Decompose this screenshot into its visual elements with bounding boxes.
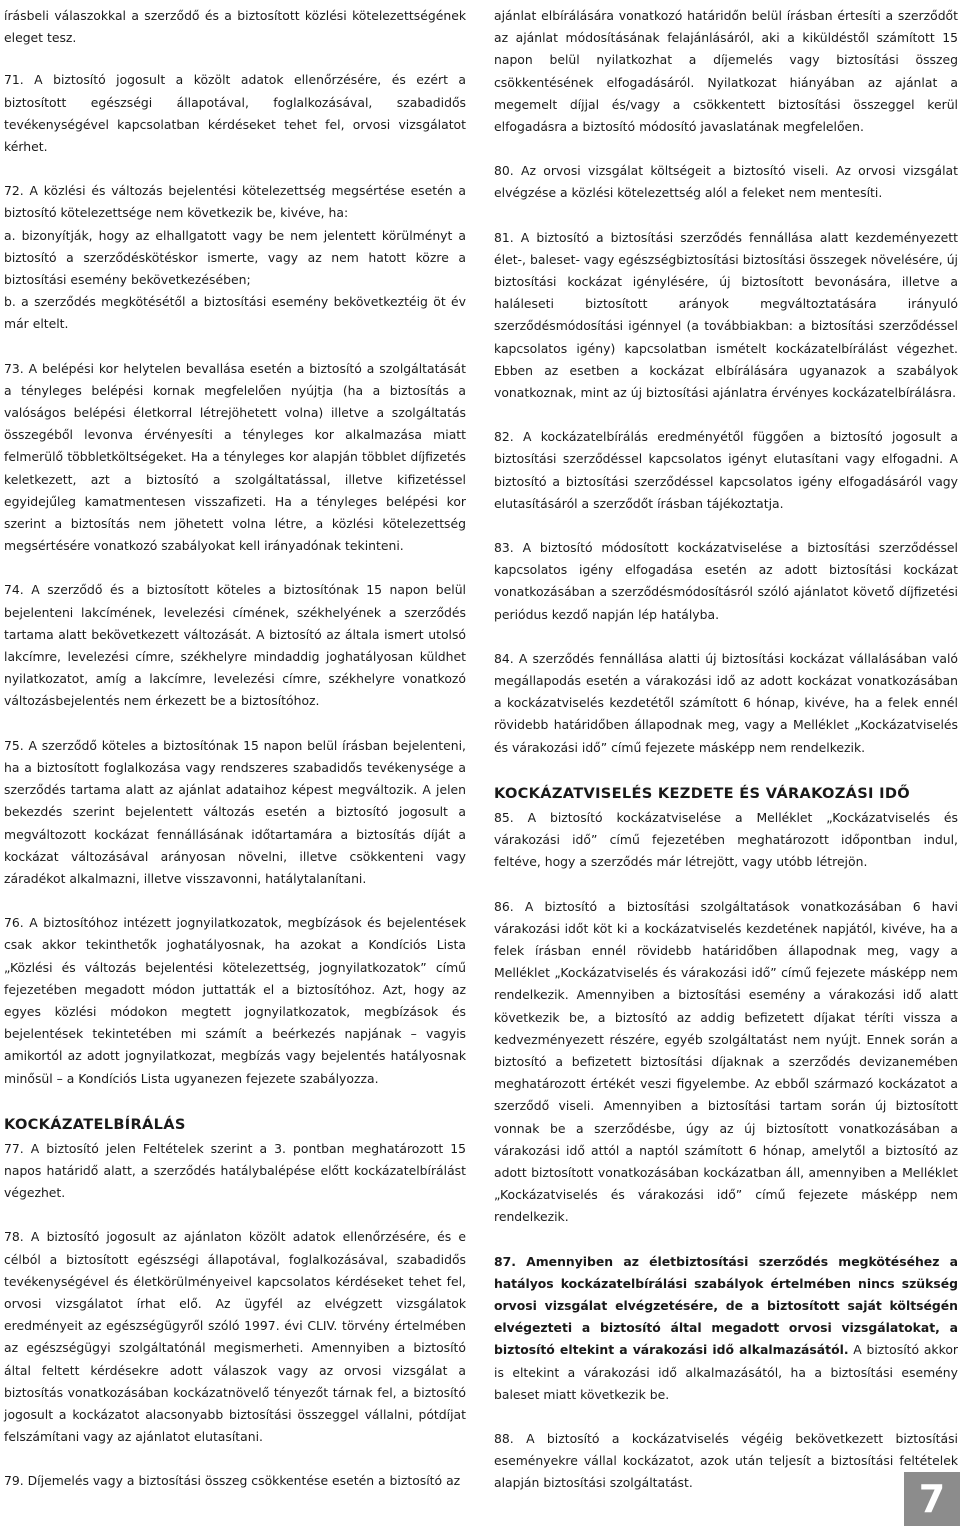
paragraph-71: 71. A biztosító jogosult a közölt adatok ellenőrzésére, és ezért a biztosított egészségi állapotával, foglalkozásával, szabadidős tevékenységével kapcsolatban kérdéseket tehet fel, orvosi vizsgálatot kérhet.	[4, 72, 466, 155]
page-number: 7	[918, 1477, 946, 1521]
paragraph-88: 88. A biztosító a kockázatviselés végéig bekövetkezett biztosítási eseményekre vállal kockázatot, azok után teljesít a biztosítási feltételek alapján biztosítási szolgáltatást.	[494, 1430, 958, 1491]
paragraph-87-rest: A biztosító akkor is eltekint a várakozási idő alkalmazásától, ha a biztosítási esemény baleset miatt következik be.	[494, 1342, 958, 1402]
paragraph-79: 79. Díjemelés vagy a biztosítási összeg csökkentése esetén a biztosító az	[4, 1473, 461, 1489]
paragraph-75: 75. A szerződő köteles a biztosítónak 15 napon belül írásban bejelenteni, ha a biztosított foglalkozása vagy rendszeres szabadidős tevékenysége a szerződés tartama alatt az ajánlat adataihoz képest megváltozik. A jelen bekezdés szerint bejelentett változás esetén a biztosító jogosult a megváltozott kockázat fennállásának időtartamára a biztosítás díját a kockázat változásával arányosan növelni, illetve csökkenteni vagy záradékot alkalmazni, illetve visszavonni, hatálytalanítani.	[4, 737, 466, 886]
section-heading-kockazatelbiralas: KOCKÁZATELBÍRÁLÁS	[4, 1115, 186, 1133]
paragraph-87-bold: 87. Amennyiben az életbiztosítási szerződés megkötéséhez a hatályos kockázatelbírálási szabályok értelmében nincs szükség orvosi vizsgálat elvégzetésére, de a biztosított saját költségén elvégezteti a biztosító által megadott orvosi vizsgálatokat, a biztosító eltekint a várakozási idő alkalmazásától.	[494, 1253, 958, 1358]
paragraph-82: 82. A kockázatelbírálás eredményétől függően a biztosító jogosult a biztosítási szerződéssel kapcsolatos igényt elutasítani vagy elfogadni. A biztosító a biztosítási szerződéssel kapcsolatos igény elfogadásáról vagy elutasításáról a szerződőt írásban tájékoztatja.	[494, 429, 958, 511]
paragraph-80: 80. Az orvosi vizsgálat költségeit a biztosító viseli. Az orvosi vizsgálat elvégzése a közlési kötelezettség alól a feleket nem mentesíti.	[494, 163, 958, 201]
paragraph-83: 83. A biztosító módosított kockázatviselése a biztosítási szerződéssel kapcsolatos igény elfogadása esetén az adott biztosítási kockázat vonatkozásában a szerződésmódosításról szóló ajánlatot követő díjfizetési periódus kezdő napján lép hatályba.	[494, 540, 958, 622]
paragraph-72: 72. A közlési és változás bejelentési kötelezettség megsértése esetén a biztosító kötelezettsége nem következik be, kivéve, ha:	[4, 183, 466, 221]
left-column	[4, 0, 466, 1493]
paragraph-78: 78. A biztosító jogosult az ajánlaton közölt adatok ellenőrzésére, és e célból a biztosított egészségi állapotával, foglalkozásával, szabadidős tevékenységével és életkörülményeivel kapcsolatos kérdéseket tehet fel, orvosi vizsgálatot írhat elő. Az ügyfél az elvégzett vizsgálatok eredményeit az egészségügyről szóló 1997. évi CLIV. törvény értelmében az egészségügyi szolgáltatónál megismerheti. Amennyiben a biztosító által feltett kérdésekre adott válaszok vagy az orvosi vizsgálat a biztosítás vonatkozásában kockázatnövelő tényezőt tárnak fel, a biztosító jogosult a kockázatot alacsonyabb biztosítási összeggel vállalni, pótdíjat felszámítani vagy az ajánlatot elutasítani.	[4, 1229, 466, 1445]
paragraph-85: 85. A biztosító kockázatviselése a Melléklet „Kockázatviselés és várakozási idő” című fejezetében meghatározott időpontban indul, feltéve, hogy a szerződés már létrejött, vagy utóbb létrejön.	[494, 809, 958, 870]
section-heading-kockazatviseles: KOCKÁZATVISELÉS KEZDETE ÉS VÁRAKOZÁSI IDŐ	[494, 784, 910, 802]
paragraph-86: 86. A biztosító a biztosítási szolgáltatások vonatkozásában 6 havi várakozási időt köt ki a kockázatviselés kezdetének napjától, kivéve, ha a felek írásban ennél rövidebb határidőben állapodnak meg, vagy a Melléklet „Kockázatviselés és várakozási idő” című fejezete másképp nem rendelkezik. Amennyiben a biztosítási esemény a várakozási idő alatt következik be, a biztosító az addig befizetett díjakat téríti vissza a kedvezményezett részére, egyéb szolgáltatást nem nyújt. Ennek során a biztosító a befizetett biztosítási díjaknak a szerződés devizanemében meghatározott értékét veszi figyelembe. Az ebből származó kockázatot a szerződő viseli. Amennyiben a biztosítási tartam során új biztosított vonnak be a szerződésbe, úgy az új biztosított vonatkozásában a várakozási idő attól a naptól számított 6 hónap, amelytől a biztosító az adott biztosított vonatkozásában kockázatban áll, amennyiben a Melléklet „Kockázatviselés és várakozási idő” című fejezete másképp nem rendelkezik.	[494, 898, 958, 1225]
right-column	[494, 0, 958, 1495]
paragraph-74: 74. A szerződő és a biztosított köteles a biztosítónak 15 napon belül bejelenteni lakcímének, levelezési címének, székhelyének a szerződés tartama alatt bekövetkezett változását. A biztosító az általa ismert utolsó lakcímre, levelezési címre, székhelyre mindaddig joghatályosan küldhet nyilatkozatot, amíg a lakcímre, levelezési címre, székhelyre vonatkozó változásbejelentés nem érkezett be a biztosítóhoz.	[4, 582, 466, 709]
paragraph-72-b: b. a szerződés megkötésétől a biztosítási esemény bekövetkeztéig öt év már eltelt.	[4, 294, 466, 332]
paragraph-87	[494, 1251, 958, 1406]
page-number-box	[904, 1472, 960, 1526]
paragraph-76: 76. A biztosítóhoz intézett jognyilatkozatok, megbízások és bejelentések csak akkor tekinthetők joghatályosnak, ha azokat a Kondíciós Lista „Közlési és változás bejelentési kötelezettség, jognyilatkozatok” című fejezetében megadott módon juttatták el a biztosítóhoz. Azt, hogy az egyes közlési módokon megtett jognyilatkozatok, megbízások és bejelentések tekintetében mi számít a beérkezés napjának – vagyis amikortól az adott jognyilatkozat, megbízás vagy bejelentés hatályosnak minősül – a Kondíciós Lista ugyanezen fejezete szabályozza.	[4, 915, 466, 1086]
paragraph-81: 81. A biztosító a biztosítási szerződés fennállása alatt kezdeményezett élet-, baleset- vagy egészségbiztosítási biztosítási összegek növelésére, új biztosítási kockázat igénylésére, új biztosított bevonására, illetve a haláleseti biztosított arányok megváltoztatására irányuló szerződésmódosítási igénnyel (a továbbiakban: a biztosítási szerződéssel kapcsolatos igény) kapcsolatban ismételt kockázatelbírálást végezhet. Ebben az esetben a kockázat elbírálására ugyanazok a szabályok vonatkoznak, mint az új biztosítási ajánlatra érvényes kockázatelbírálásra.	[494, 229, 958, 401]
paragraph-72-a: a. bizonyítják, hogy az elhallgatott vagy be nem jelentett körülményt a biztosító a szerződéskötéskor ismerte, vagy az nem hatott közre a biztosítási esemény bekövetkezésében;	[4, 227, 466, 288]
paragraph-73: 73. A belépési kor helytelen bevallása esetén a biztosító a szolgáltatását a tényleges belépési kornak megfelelően nyújtja (ha a biztosítás a valóságos belépési életkorral létrejöhetett volna) illetve a szolgáltatás összegéből levonva érvényesíti a tényleges kor alkalmazása miatt felmerülő többletköltségeket. Ha a tényleges kor alapján többlet díjfizetés keletkezett, azt a biztosító a szolgáltatással, illetve kifizetéssel egyidejűleg kamatmentesen visszafizeti. Ha a tényleges belépési kor szerint a biztosítás nem jöhetett volna létre, a közlési kötelezettség megsértésére vonatkozó szabályokat kell irányadónak tekinteni.	[4, 360, 466, 554]
paragraph-84: 84. A szerződés fennállása alatti új biztosítási kockázat vállalásában való megállapodás esetén a várakozási idő az adott kockázat vonatkozásában a kockázatviselés kezdetétől számított 6 hónap, kivéve, ha a felek ennél rövidebb határidőben állapodnak meg, vagy a Melléklet „Kockázatviselés és várakozási idő” című fejezete másképp nem rendelkezik.	[494, 650, 958, 755]
paragraph-77: 77. A biztosító jelen Feltételek szerint a 3. pontban meghatározott 15 napos határidő alatt, a szerződés hatálybalépése előtt kockázatelbírálást végezhet.	[4, 1140, 466, 1201]
paragraph-continuation: írásbeli válaszokkal a szerződő és a biztosított közlési kötelezettségének eleget tesz.	[4, 8, 466, 46]
paragraph-79-continuation: ajánlat elbírálására vonatkozó határidőn belül írásban értesíti a szerződőt az ajánlat módosításának felajánlásáról, aki a kiküldéstől számított 15 napon belül nyilatkozhat a díjemelés vagy biztosítási összeg csökkentésének elfogadásáról. Nyilatkozat hiányában az ajánlat a megemelt díjjal és/vagy a csökkentett biztosítási összeggel kerül elfogadásra a biztosító módosító javaslatának megfelelően.	[494, 8, 958, 135]
